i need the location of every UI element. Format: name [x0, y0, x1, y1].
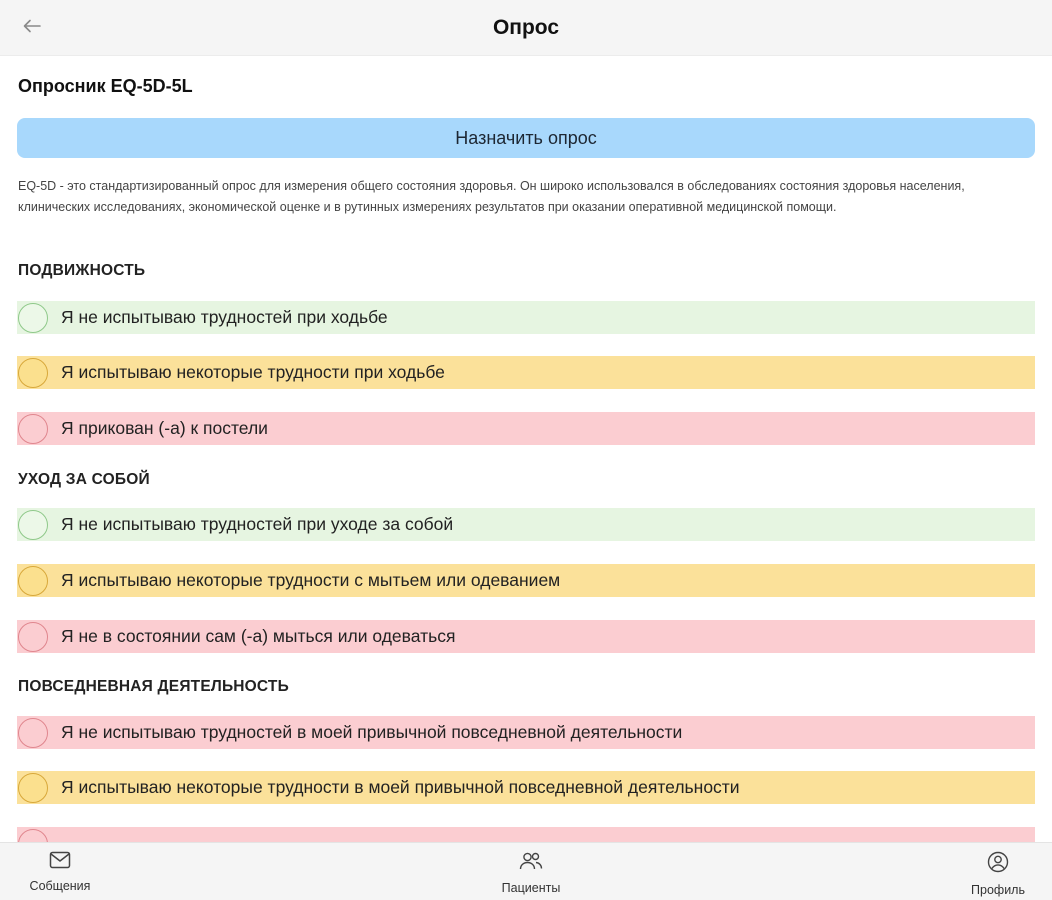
- section-title-self-care: УХОД ЗА СОБОЙ: [18, 471, 150, 488]
- users-icon: [519, 851, 543, 876]
- radio-button[interactable]: [18, 358, 48, 388]
- option-usual-activities-2[interactable]: [17, 771, 1035, 804]
- radio-button[interactable]: [18, 622, 48, 652]
- option-usual-activities-1[interactable]: [17, 716, 1035, 749]
- radio-button[interactable]: [18, 414, 48, 444]
- option-label: Я не испытываю трудностей при уходе за собой: [61, 514, 454, 534]
- radio-button[interactable]: [18, 566, 48, 596]
- option-label: Я испытываю некоторые трудности в моей привычной повседневной деятельности: [61, 777, 740, 797]
- option-label: Я не в состоянии сам (-а) мыться или одеваться: [61, 626, 456, 646]
- option-label: Я не испытываю трудностей в моей привычной повседневной деятельности: [61, 722, 683, 742]
- nav-patients[interactable]: [486, 851, 576, 895]
- radio-button[interactable]: [18, 829, 48, 843]
- nav-profile-label: Профиль: [971, 883, 1025, 897]
- option-label: Я испытываю некоторые трудности при ходьбе: [61, 362, 445, 382]
- option-mobility-1[interactable]: [17, 301, 1035, 334]
- option-label: Я прикован (-а) к постели: [61, 418, 268, 438]
- option-label: Я не испытываю трудностей при ходьбе: [61, 307, 388, 327]
- option-mobility-2[interactable]: [17, 356, 1035, 389]
- survey-description: EQ-5D - это стандартизированный опрос для измерения общего состояния здоровья. Он широко использовался в обследованиях состояния здоровья населения, клинических исследованиях, экономической оценке и в рутинных измерениях результатов при оказании оперативной медицинской помощи.: [18, 179, 965, 214]
- nav-patients-label: Пациенты: [501, 881, 561, 895]
- section-title-mobility: ПОДВИЖНОСТЬ: [18, 262, 146, 279]
- assign-survey-button[interactable]: Назначить опрос: [17, 118, 1035, 158]
- user-circle-icon: [987, 851, 1009, 878]
- top-bar: [0, 0, 1052, 56]
- section-title-usual-activities: ПОВСЕДНЕВНАЯ ДЕЯТЕЛЬНОСТЬ: [18, 678, 289, 695]
- survey-title: Опросник EQ-5D-5L: [18, 76, 193, 96]
- page-title: Опрос: [492, 16, 560, 39]
- survey-content[interactable]: [0, 56, 1052, 842]
- option-self-care-2[interactable]: [17, 564, 1035, 597]
- option-mobility-3[interactable]: [17, 412, 1035, 445]
- bottom-navigation: [0, 842, 1052, 900]
- nav-messages-label: Собщения: [29, 879, 91, 893]
- option-usual-activities-3[interactable]: [17, 827, 1035, 842]
- radio-button[interactable]: [18, 773, 48, 803]
- mail-icon: [49, 851, 71, 874]
- radio-button[interactable]: [18, 303, 48, 333]
- nav-profile[interactable]: [958, 851, 1038, 897]
- radio-button[interactable]: [18, 510, 48, 540]
- radio-button[interactable]: [18, 718, 48, 748]
- option-label: Я испытываю некоторые трудности с мытьем или одеванием: [61, 570, 561, 590]
- option-self-care-3[interactable]: [17, 620, 1035, 653]
- nav-messages[interactable]: [20, 851, 100, 893]
- option-self-care-1[interactable]: [17, 508, 1035, 541]
